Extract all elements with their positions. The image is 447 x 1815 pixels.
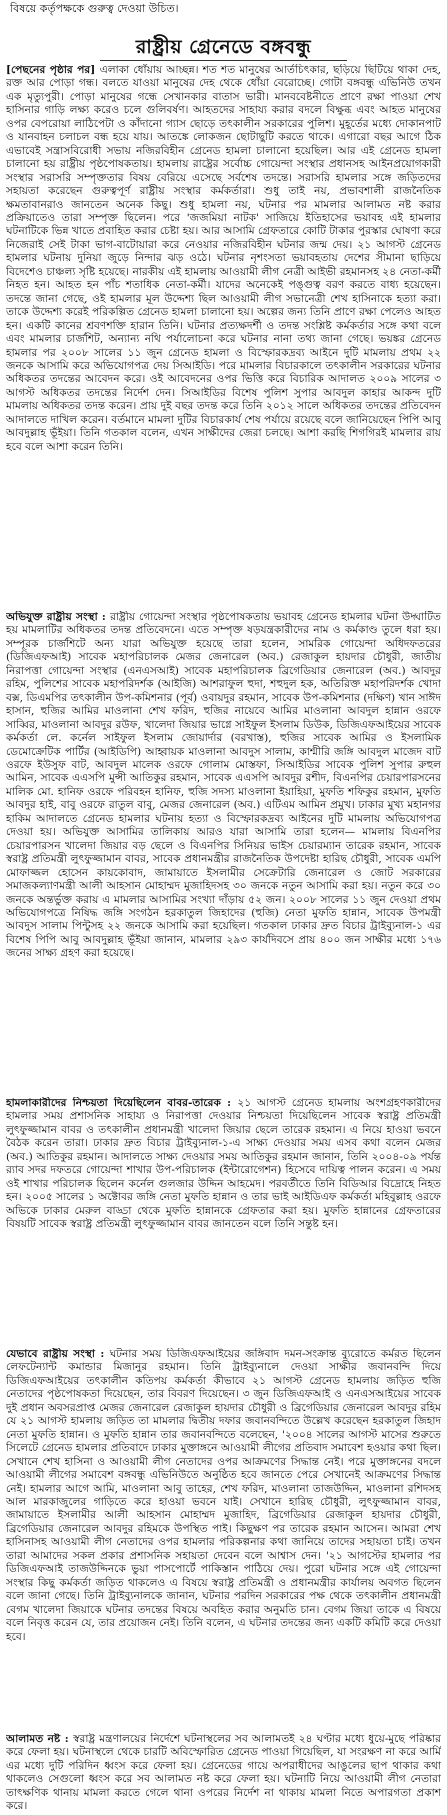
section-lead: হামলাকারীদের নিশ্চয়তা দিয়েছিলেন বাবর-তারেক : bbox=[6, 1097, 238, 1109]
article-section-accused-agencies bbox=[6, 611, 441, 1096]
section-body: স্বরাষ্ট্র মন্ত্রণালয়ের নির্দেশে ঘটনাস্থলের সব আলামতই ২৪ ঘণ্টার মধ্যে ধুয়ে-মুছে পরিষ্কার করে ফেলা হয়। ঘটনাস্থলে থেকে চারটি অবিস্ফোরিত গ্রেনেড পাওয়া গিয়েছিল, যা সংরক্ষণ না করে আর্মি এর মধ্যে দুটি পরিদিন ধ্বংস করে ফেলা হয়। গ্রেনেডের গায়ে অপরাধীদের আঙুলের ছাপ থাকার কথা থাকলেও সেগুলো ধ্বংস করে সব আলামত নষ্ট করে ফেলা হয়। ঘটনাটি নিয়ে আওয়ামী লীগ নেতারা তাৎক্ষণিক থানায় মামলা করতে গেলে থানা ওপরের নির্দেশ না থাকায় মামলা নিতে অপারগতা প্রকাশ করে। bbox=[6, 1733, 441, 1813]
preceding-article-text: বিষয়ে কর্তৃপক্ষকে গুরুত্ব দেওয়া উচিত। bbox=[10, 2, 179, 15]
section-body: ২১ আগস্ট গ্রেনেড হামলায় অংশগ্রহণকারীদের হামলার সময় প্রশাসনিক সাহায্য ও নিরাপত্তা দেওয়ার নিশ্চয়তা দিয়েছিলেন সাবেক স্বরাষ্ট্র প্রতিমন্ত্রী লুৎফুজ্জামান বাবর ও তৎকালীন প্রধানমন্ত্রী খালেদা জিয়ার ছেলে তারেক রহমান। এ নিয়ে হাওয়া ভবনে বৈঠক করেন তারা। ঢাকার দ্রুত বিচার ট্রাইব্যুনাল-১-এ সাক্ষ্য দেওয়ার সময় এসব কথা বলেন মেজর (অব.) আতিকুর রহমান। আদালতে সাক্ষ্য দেওয়ার সময় আতিকুর রহমান জানান, তিনি ২০০৪-০৯ পর্যন্ত র‍্যাব সদর দফতরে গোয়েন্দা শাখার উপ-পরিচালক (ইন্টারোগেশন) হিসেবে দায়িত্ব পালন করেন। এ সময় ওই শাখার পরিচালক ছিলেন কর্নেল গুলজার উদ্দিন আহমেদ। পরবর্তীতে তিনি বিডিআর বিদ্রোহে নিহত হন। ২০০৫ সালের ১ অক্টোবর জঙ্গি নেতা মুফতি হান্নান ও তার ভাই আইডিএফ কর্মকর্তা মহিবুল্লাহ ওরফে অভিকে ঢাকার মেরুল বাড্ডা থেকে মুফতি হান্নানকে গ্রেফতার করা হয়। মুফতি হান্নানের গ্রেফতারের বিষয়টি সাবেক স্বরাষ্ট্র প্রতিমন্ত্রী লুৎফুজ্জামান বাবর জানতেন বলে তিনি সন্তুষ্ট হন। bbox=[6, 1097, 441, 1231]
section-body: এলাকা ধোঁয়ায় আচ্ছন্ন। শত শত মানুষের আর্তচিৎকার, ছড়িয়ে ছিটিয়ে থাকা দেহ, রক্ত আর পোড়া গন্ধ। বলতে যাওয়া মানুষের দেহ থেকে ধোঁয়া বেরোচ্ছে। গোটা বঙ্গবন্ধু এভিনিউ তখন এক মৃত্যুপুরী। পোড়া মানুষের গন্ধে সেখানকার বাতাস ভারী। মানববেষ্টনীতে প্রাণে রক্ষা পাওয়া শেখ হাসিনার গাড়ি লক্ষ্য করেও চলে গুলিবর্ষণ। আহতদের সাহায্য করার বদলে বিক্ষুব্ধ এবং আহত মানুষের ওপর বেপরোয়া লাঠিপেটা ও কাঁদানো গ্যাস ছোড়ে তৎকালীন সরকারের পুলিশ। মুহূর্তের মধ্যে দোকানপাট ও যানবাহন চলাচল বন্ধ হয়ে যায়। আতঙ্কে লোকজন ছোটাছুটি করতে থাকে। এগারো বছর আগে ঠিক এভাবেই সন্ত্রাসবিরোধী সভায় নজিরবিহীন গ্রেনেড হামলা চালানো হয়েছিল। আর এই গ্রেনেড হামলা চালানো হয় রাষ্ট্রীয় পৃষ্ঠপোষকতায়। হামলায় রাষ্ট্রের সর্বোচ্চ গোয়েন্দা সংস্থার প্রধানসহ আইনপ্রয়োগকারী সংস্থার সরাসরি সম্পৃক্ততার বিষয় বেরিয়ে এসেছে সর্বশেষ তদন্তে। সরাসরি হামলার সঙ্গে জড়িতদের সহায়তা করেছেন গুরুত্বপূর্ণ রাষ্ট্রীয় সংস্থার কর্মকর্তারা। শুধু তাই নয়, প্রভাবশালী রাজনৈতিক ক্ষমতাবানরাও জানতেন অনেক কিছু। শুধু হামলা নয়, ঘটনার পর মামলার আলামত নষ্ট করার প্রক্রিয়াতেও তারা সম্পৃক্ত ছিলেন। পরে 'জজমিয়া নাটক' সাজিয়ে ইতিহাসের ভয়াবহ এই হামলার ঘটনাটিকে ভিন্ন খাতে প্রবাহিত করার চেষ্টা হয়। আর আসামি গ্রেফতারে কোটি টাকার পুরস্কার ঘোষণা করে নিজেরাই সেই টাকা ভাগ-বাটোয়ারা করে নেওয়ার নজিরবিহীন ঘটনার জন্ম দেয়। ২১ আগস্ট গ্রেনেড হামলার ঘটনায় দুনিয়া জুড়ে নিন্দার ঝড় ওঠে। ঘটনার নৃশংসতা ভয়াবহতায় দেশের সীমানা ছাড়িয়ে বিদেশেও চাঞ্চল্য সৃষ্টি হয়েছে। নারকীয় এই হামলায় আওয়ামী লীগ নেত্রী আইভী রহমানসহ ২৪ নেতা-কর্মী নিহত হন। আহত হন পাঁচ শতাধিক নেতা-কর্মী। যাদের অনেকেই পঙ্গুত্ব বরণ করতে বাধ্য হয়েছেন। তদন্তে জানা গেছে, ওই হামলার মূল উদ্দেশ্য ছিল আওয়ামী লীগ সভানেত্রী শেখ হাসিনাকে হত্যা করা। তাকে উদ্দেশ্য করেই পরিকল্পিত গ্রেনেড হামলা চালানো হয়। অল্পের জন্য তিনি প্রাণে রক্ষা পেলেও আহত হন। একটি কানের শ্রবণশক্তি হারান তিনি। ঘটনার প্রত্যক্ষদর্শী ও তদন্ত সংশ্লিষ্ট কর্মকর্তার সঙ্গে কথা বলে এবং মামলার চার্জশিট, অন্যান্য নথি পর্যালোচনা করে ঘটনার নানা তথ্য জানা গেছে। ভয়ঙ্কর গ্রেনেড হামলার পর ২০০৮ সালের ১১ জুন গ্রেনেড হামলা ও বিস্ফোরকদ্রব্য আইনে দুটি মামলায় প্রথম ২২ জনকে আসামি করে অভিযোগপত্র দেয় সিআইডি। পরে মামলার বিচারকালে তৎকালীন সরকারের ঘটনার অধিকতর তদন্তের আবেদন করে। ওই আবেদনের ওপর ভিত্তি করে বিচারিক আদালত ২০০৯ সালের ৩ আগস্ট অধিকতর তদন্তের নির্দেশ দেন। সিআইডির বিশেষ পুলিশ সুপার আবদুল কাহার আকন্দ দুটি মামলায় অধিকতর তদন্ত করেন। প্রায় দুই বছর তদন্ত করে তিনি ২০১২ সালে অধিকতর তদন্তের প্রতিবেদন আদালতে দাখিল করেন। বর্তমানে মামলা দুটির বিচারকার্য শেষ পর্যায়ে রয়েছে বলে জানিয়েছেন পিপি আবু আবদুল্লাহ ভূঁইয়া। তিনি গতকাল বলেন, এখন সাক্ষীদের জেরা চলছে। আশা করছি শিগগিরই মামলার রায় হবে বলে আশা করেন তিনি। bbox=[6, 64, 441, 453]
section-body: ঘটনার সময় ডিজিএফআইয়ের জঙ্গিবাদ দমন-সংক্রান্ত ব্যুরোতে কর্মরত ছিলেন লেফটেন্যান্ট কমান্ডার মিজানুর রহমান। তিনি ট্রাইব্যুনালে দেওয়া সাক্ষীর জবানবন্দি দিয়ে ডিজিএফআইয়ের তৎকালীন কতিপয় কর্মকর্তা কীভাবে ২১ আগস্ট গ্রেনেড হামলায় জড়িত হুজি নেতাদের পৃষ্ঠপোষকতা দিয়েছেন, তার বিবরণ দিয়েছেন। ৩ জুন ডিজিএফআই ও এনএসআইয়ের সাবেক দুই প্রধান অবসরপ্রাপ্ত মেজর জেনারেল রেজাকুল হায়দার চৌধুরী ও ব্রিগেডিয়ার জেনারেল আবদুর রহিম যে ২১ আগস্ট হামলায় জড়িত তা মামলার দ্বিতীয় দফার জবানবন্দিতে উল্লেখ করেছেন হরকাতুল জিহাদ নেতা মুফতি হান্নান। ও মুফতি হান্নান তার জবানবন্দিতে বলেছেন, '২০০৪ সালের আগস্ট মাসের শুরুতে সিলেটে গ্রেনেড হামলার প্রতিবাদে ঢাকার মুক্তাঙ্গনে আওয়ামী লীগের প্রতিবাদ সমাবেশ হওয়ার কথা ছিল। সেখানে শেখ হাসিনা ও আওয়ামী লীগ নেতাদের ওপর আক্রমণের সিদ্ধান্ত নেই। পরে মুক্তাঙ্গনের বদলে আওয়ামী লীগের সমাবেশ বঙ্গবন্ধু এভিনিউতে অনুষ্ঠিত হবে জানতে পেরে সেখানেই আক্রমণের সিদ্ধান্ত নেই। হামলার আগে আমি, মাওলানা আবু তাহের, শেখ ফরিদ, মাওলানা তাজউদ্দিন, মাওলানা রশিদসহ আল মারকাজুলের গাড়িতে করে হাওয়া ভবনে যাই। সেখানে হারিছ চৌধুরী, লুৎফুজ্জামান বাবর, জামায়াতে ইসলামীর আলী আহসান মোহাম্মদ মুজাহিদ, ব্রিগেডিয়ার রেজাকুল হায়দার চৌধুরী, ব্রিগেডিয়ার জেনারেল আবদুর রহিমকে উপস্থিত পাই। কিছুক্ষণ পর তারেক রহমান আসেন। আমরা শেখ হাসিনাসহ আওয়ামী লীগ নেতাদের ওপর হামলার পরিকল্পনার কথা জানিয়ে তাদের সহায়তা চাই। তখন তারা আমাদের সকল প্রকার প্রশাসনিক সহায়তা দেবেন বলে আশ্বাস দেন। '২১ আগস্টের হামলার পর ডিজিএফআই তাজউদ্দিনকে ভুয়া পাসপোর্টে পাকিস্তান পাঠিয়ে দেয়। পুরো ঘটনার সঙ্গে এই গোয়েন্দা সংস্থার কিছু কর্মকর্তা জড়িত থাকলেও এ বিষয়ে স্বরাষ্ট্র প্রতিমন্ত্রী ও প্রধানমন্ত্রীর কার্যালয় অবগত ছিলেন বলে জানা গেছে। তিনি ট্রাইব্যুনালকে জানান, ঘটনার পরদিন সরকারের পক্ষ থেকে তৎকালীন প্রধানমন্ত্রী বেগম খালেদা জিয়াকে ঘটনার তদন্তের বিষয়ে অবহিত করার অনুমতি চান। বেগম জিয়া তাকে এ বিষয়ে বলে নিবৃত্ত করেন যে, তার প্রয়োজন নেই। তিনি বলেন, এ ঘটনার তদন্তের জন্য একটি কমিটি করে দেওয়া হবে। bbox=[6, 1348, 441, 1643]
section-lead: আলামত নষ্ট : bbox=[6, 1733, 74, 1745]
article-section-state-agency-role bbox=[6, 1348, 441, 1732]
article-section-continuation bbox=[6, 64, 441, 610]
article-headline: রাষ্ট্রীয় গ্রেনেডে বঙ্গবন্ধু bbox=[135, 36, 312, 58]
section-lead: অভিযুক্ত রাষ্ট্রীয় সংস্থা : bbox=[6, 611, 111, 623]
preceding-article-tail bbox=[10, 2, 441, 32]
section-lead: [পেছনের পৃষ্ঠার পর] bbox=[6, 64, 100, 76]
section-body: রাষ্ট্রীয় গোয়েন্দা সংস্থার পৃষ্ঠপোষকতায় ভয়াবহ গ্রেনেড হামলার ঘটনা উদ্ঘাটিত হয় মামলাটির অধিকতর তদন্ত প্রতিবেদনে। এতে সম্পৃক্ত ষড়যন্ত্রকারীদের নাম ও কর্মকাণ্ড তুলে ধরা হয়। সম্পূরক চার্জশিটে অন্য যারা অভিযুক্ত হয়েছে তারা হলেন, সামরিক গোয়েন্দা অধিদফতরের (ডিজিএফআই) সাবেক মহাপরিচালক মেজর জেনারেল (অব.) রেজাকুল হায়দার চৌধুরী, জাতীয় নিরাপত্তা গোয়েন্দা সংস্থার (এনএসআই) সাবেক মহাপরিচালক ব্রিগেডিয়ার জেনারেল (অব.) আবদুর রহিম, পুলিশের সাবেক মহাপরিদর্শক (আইজি) আশরাফুল হুদা, শহুদুল হক, অতিরিক্ত মহাপরিদর্শক খোদা বক্স, ডিএমপির তৎকালীন উপ-কমিশনার (পূর্ব) ওবায়দুর রহমান, সাবেক উপ-কমিশনার (দক্ষিণ) খান সাঈদ হাসান, হুজির আমির মাওলানা শেখ ফরিদ, হুজির নায়েবে আমির মাওলানা আবদুল হান্নান ওরফে সাব্বির, মাওলানা আবদুর রউফ, খালেদা জিয়ার ভাগ্নে সাইফুল ইসলাম ডিউক, ডিজিএফআইয়ের সাবেক কর্মকর্তা লে. কর্নেল সাইফুল ইসলাম জোয়ার্দার (বরখাস্ত), হুজির সাবেক আমির ও ইসলামিক ডেমোক্রেটিক পার্টির (আইডিপি) আহ্বায়ক মাওলানা আবদুস সালাম, কাশ্মীরি জঙ্গি আবদুল মাজেদ বাট ওরফে ইউসুফ বাট, আবদুল মালেক ওরফে গোলাম মোস্তফা, সিআইডির সাবেক পুলিশ সুপার রুহুল আমিন, সাবেক এএসপি মুন্সী আতিকুর রহমান, সাবেক এএসপি আবদুর রশীদ, বিএনপির চেয়ারপারসনের মালিক মো. হানিফ ওরফে পরিবহন হানিফ, হুজি সদস্য মাওলানা ইয়াহিয়া, মুফতি শফিকুর রহমান, মুফতি আবদুর হাই, বাবু ওরফে রাতুল বাবু, মেজর জেনারেল (অব.) এটিএম আমিন প্রমুখ। ঢাকার মুখ্য মহানগর হাকিম আদালতে গ্রেনেড হামলার ঘটনায় হত্যা ও বিস্ফোরকদ্রব্য আইনের দুটি মামলায় অভিযোগপত্র দেওয়া হয়। অভিযুক্ত আসামির তালিকায় আরও যারা আসামি তারা হলেন— মামলায় বিএনপির চেয়ারপারসন খালেদা জিয়ার বড় ছেলে ও বিএনপির সিনিয়র ভাইস চেয়ারম্যান তারেক রহমান, সাবেক স্বরাষ্ট্র প্রতিমন্ত্রী লুৎফুজ্জামান বাবর, সাবেক প্রধানমন্ত্রীর রাজনৈতিক উপদেষ্টা হারিছ চৌধুরী, সাবেক এমপি মোফাজ্জল হোসেন কায়কোবাদ, জামায়াতে ইসলামীর সেক্রেটারি জেনারেল ও জোট সরকারের সমাজকল্যাণমন্ত্রী আলী আহসান মোহাম্মদ মুজাহিদসহ ৩০ জনকে নতুন আসামি করা হয়। নতুন করে ৩০ জনকে অন্তর্ভুক্ত করায় এ মামলার আসামির সংখ্যা দাঁড়ায় ৫২ জন। ২০০৮ সালের ১১ জুন দেওয়া প্রথম অভিযোগপত্রে নিষিদ্ধ জঙ্গি সংগঠন হরকাতুল জিহাদের (হুজি) নেতা মুফতি হান্নান, সাবেক উপমন্ত্রী আবদুস সালাম পিন্টুসহ ২২ জনকে আসামি করা হয়েছিল। গতকাল ঢাকার দ্রুত বিচার ট্রাইব্যুনাল-১ এর বিশেষ পিপি আবু আবদুল্লাহ ভূঁইয়া জানান, মামলার ২৯৩ কার্যদিবসে প্রায় ৪০০ জন সাক্ষীর মধ্যে ১৭৬ জনের সাক্ষ্য গ্রহণ করা হয়েছে। bbox=[6, 611, 441, 960]
section-lead: যেভাবে রাষ্ট্রীয় সংস্থা : bbox=[6, 1348, 110, 1360]
headline-underline bbox=[100, 60, 347, 61]
article-section-babar-tareq bbox=[6, 1097, 441, 1347]
article-section-evidence-destroyed bbox=[6, 1733, 441, 1813]
